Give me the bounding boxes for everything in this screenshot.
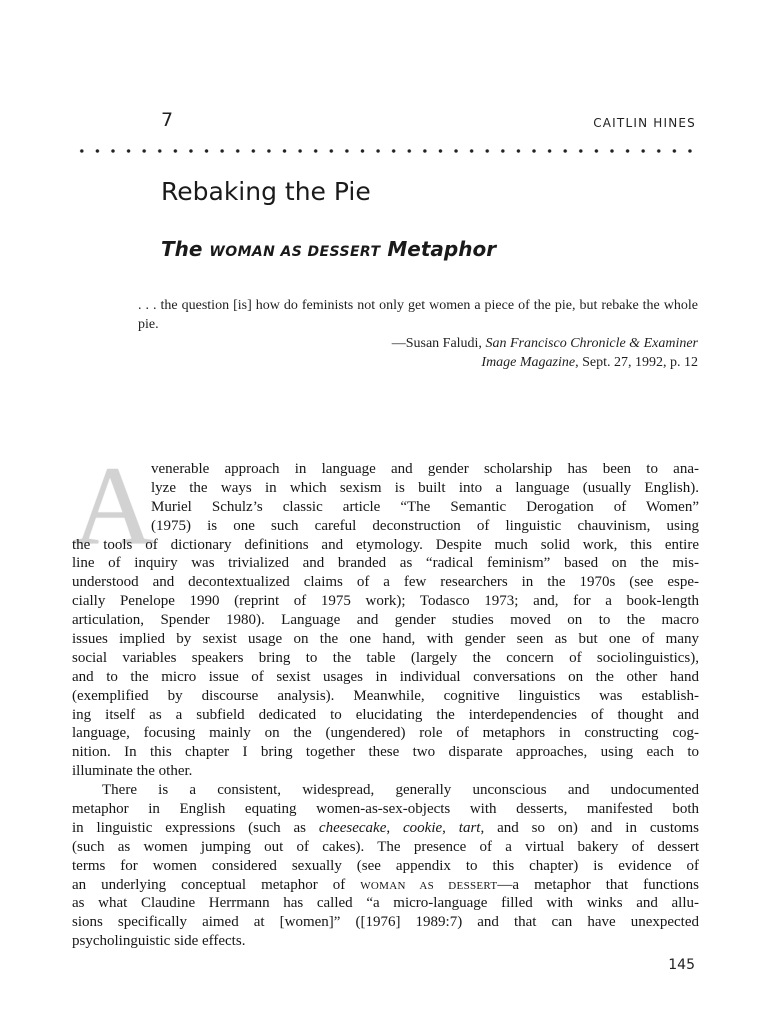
italic-term: tart [458,819,481,836]
epigraph-quote: . . . the question [is] how do feminists not only get women a piece of the pie, but rebake the whole pie. [138,298,698,332]
body-line: lyze the ways in which sexism is built into a language (usually English). [151,479,699,496]
body-line: the tools of dictionary definitions and etymology. Despite much solid work, this entire [72,536,699,553]
small-caps-term: WOMAN AS DESSERT [360,879,498,892]
body-line: issues implied by sexist usage on the one hand, with gender seen as but one of many [72,631,699,648]
body-line: (such as women jumping out of cakes). The presence of a virtual bakery of dessert [72,838,699,855]
drop-cap: A [73,444,154,568]
body-line: social variables speakers bring to the table (largely the concern of sociolinguistics), [72,649,699,666]
text-run: —a metaphor that functions [497,876,699,893]
attribution-source: San Francisco Chronicle & Examiner [485,336,698,351]
body-line: as what Claudine Herrmann has called “a micro-language filled with winks and allu- [72,895,699,912]
body-line: metaphor in English equating women-as-sex-objects with desserts, manifested both [72,801,699,818]
subtitle-small-caps: WOMAN AS DESSERT [209,244,381,260]
text-run: an underlying conceptual metaphor of [72,876,346,893]
body-line: in linguistic expressions (such as cheesecake, cookie, tart, and so on) and in customs [72,819,700,836]
body-line: psycholinguistic side effects. [72,933,246,950]
body-line: (1975) is one such careful deconstruction of linguistic chauvinism, using [151,517,699,534]
running-head-author: CAITLIN HINES [593,116,696,130]
attribution-source-2: Image Magazine [481,355,576,370]
italic-term: cookie [403,819,443,836]
attribution-date: , Sept. 27, 1992, p. 12 [575,355,698,370]
body-line: Muriel Schulz’s classic article “The Semantic Derogation of Women” [151,498,699,515]
subtitle-post: Metaphor [387,237,497,261]
epigraph-attribution [138,334,698,372]
body-line: nition. In this chapter I bring together these two disparate approaches, using each to [72,744,699,761]
body-line: line of inquiry was trivialized and branded as “radical feminism” based on the mis- [72,555,699,572]
epigraph [138,296,698,372]
text-run: , and so on) and in customs [480,819,700,836]
body-line: language, focusing mainly on the (ungendered) role of metaphors in constructing cog- [72,725,699,742]
body-line: articulation, Spender 1980). Language and gender studies moved on to the macro [72,612,699,629]
body-line: venerable approach in language and gender scholarship has been to ana- [151,461,699,477]
text-run: in linguistic expressions (such as [72,819,307,836]
body-line: cially Penelope 1990 (reprint of 1975 work); Todasco 1973; and, for a book-length [72,593,699,610]
body-line: There is a consistent, widespread, generally unconscious and undocumented [102,782,699,799]
body-line: ing itself as a subfield dedicated to elucidating the interdependencies of thought and [72,706,699,723]
body-line: (exemplified by discourse analysis). Meanwhile, cognitive linguistics was establish- [72,687,699,704]
body-line: sions specifically aimed at [women]” ([1976] 1989:7) and that can have unexpected [72,914,699,931]
chapter-subtitle [161,237,496,261]
italic-term: cheesecake [318,819,387,836]
page-number: 145 [668,957,695,973]
body-line: terms for women considered sexually (see appendix to this chapter) is evidence of [72,857,699,874]
chapter-title: Rebaking the Pie [161,177,371,206]
chapter-number: 7 [161,109,174,131]
body-text [72,460,699,951]
attribution-author: —Susan Faludi, [391,336,482,351]
body-line [72,876,699,895]
dotted-divider [74,148,696,154]
body-line: understood and decontextualized claims of a few researchers in the 1970s (see espe- [72,574,699,591]
body-line: illuminate the other. [72,763,193,780]
body-line: and to the micro issue of sexist usages in individual conversations on the other hand [72,668,699,685]
subtitle-pre: The [161,237,203,261]
